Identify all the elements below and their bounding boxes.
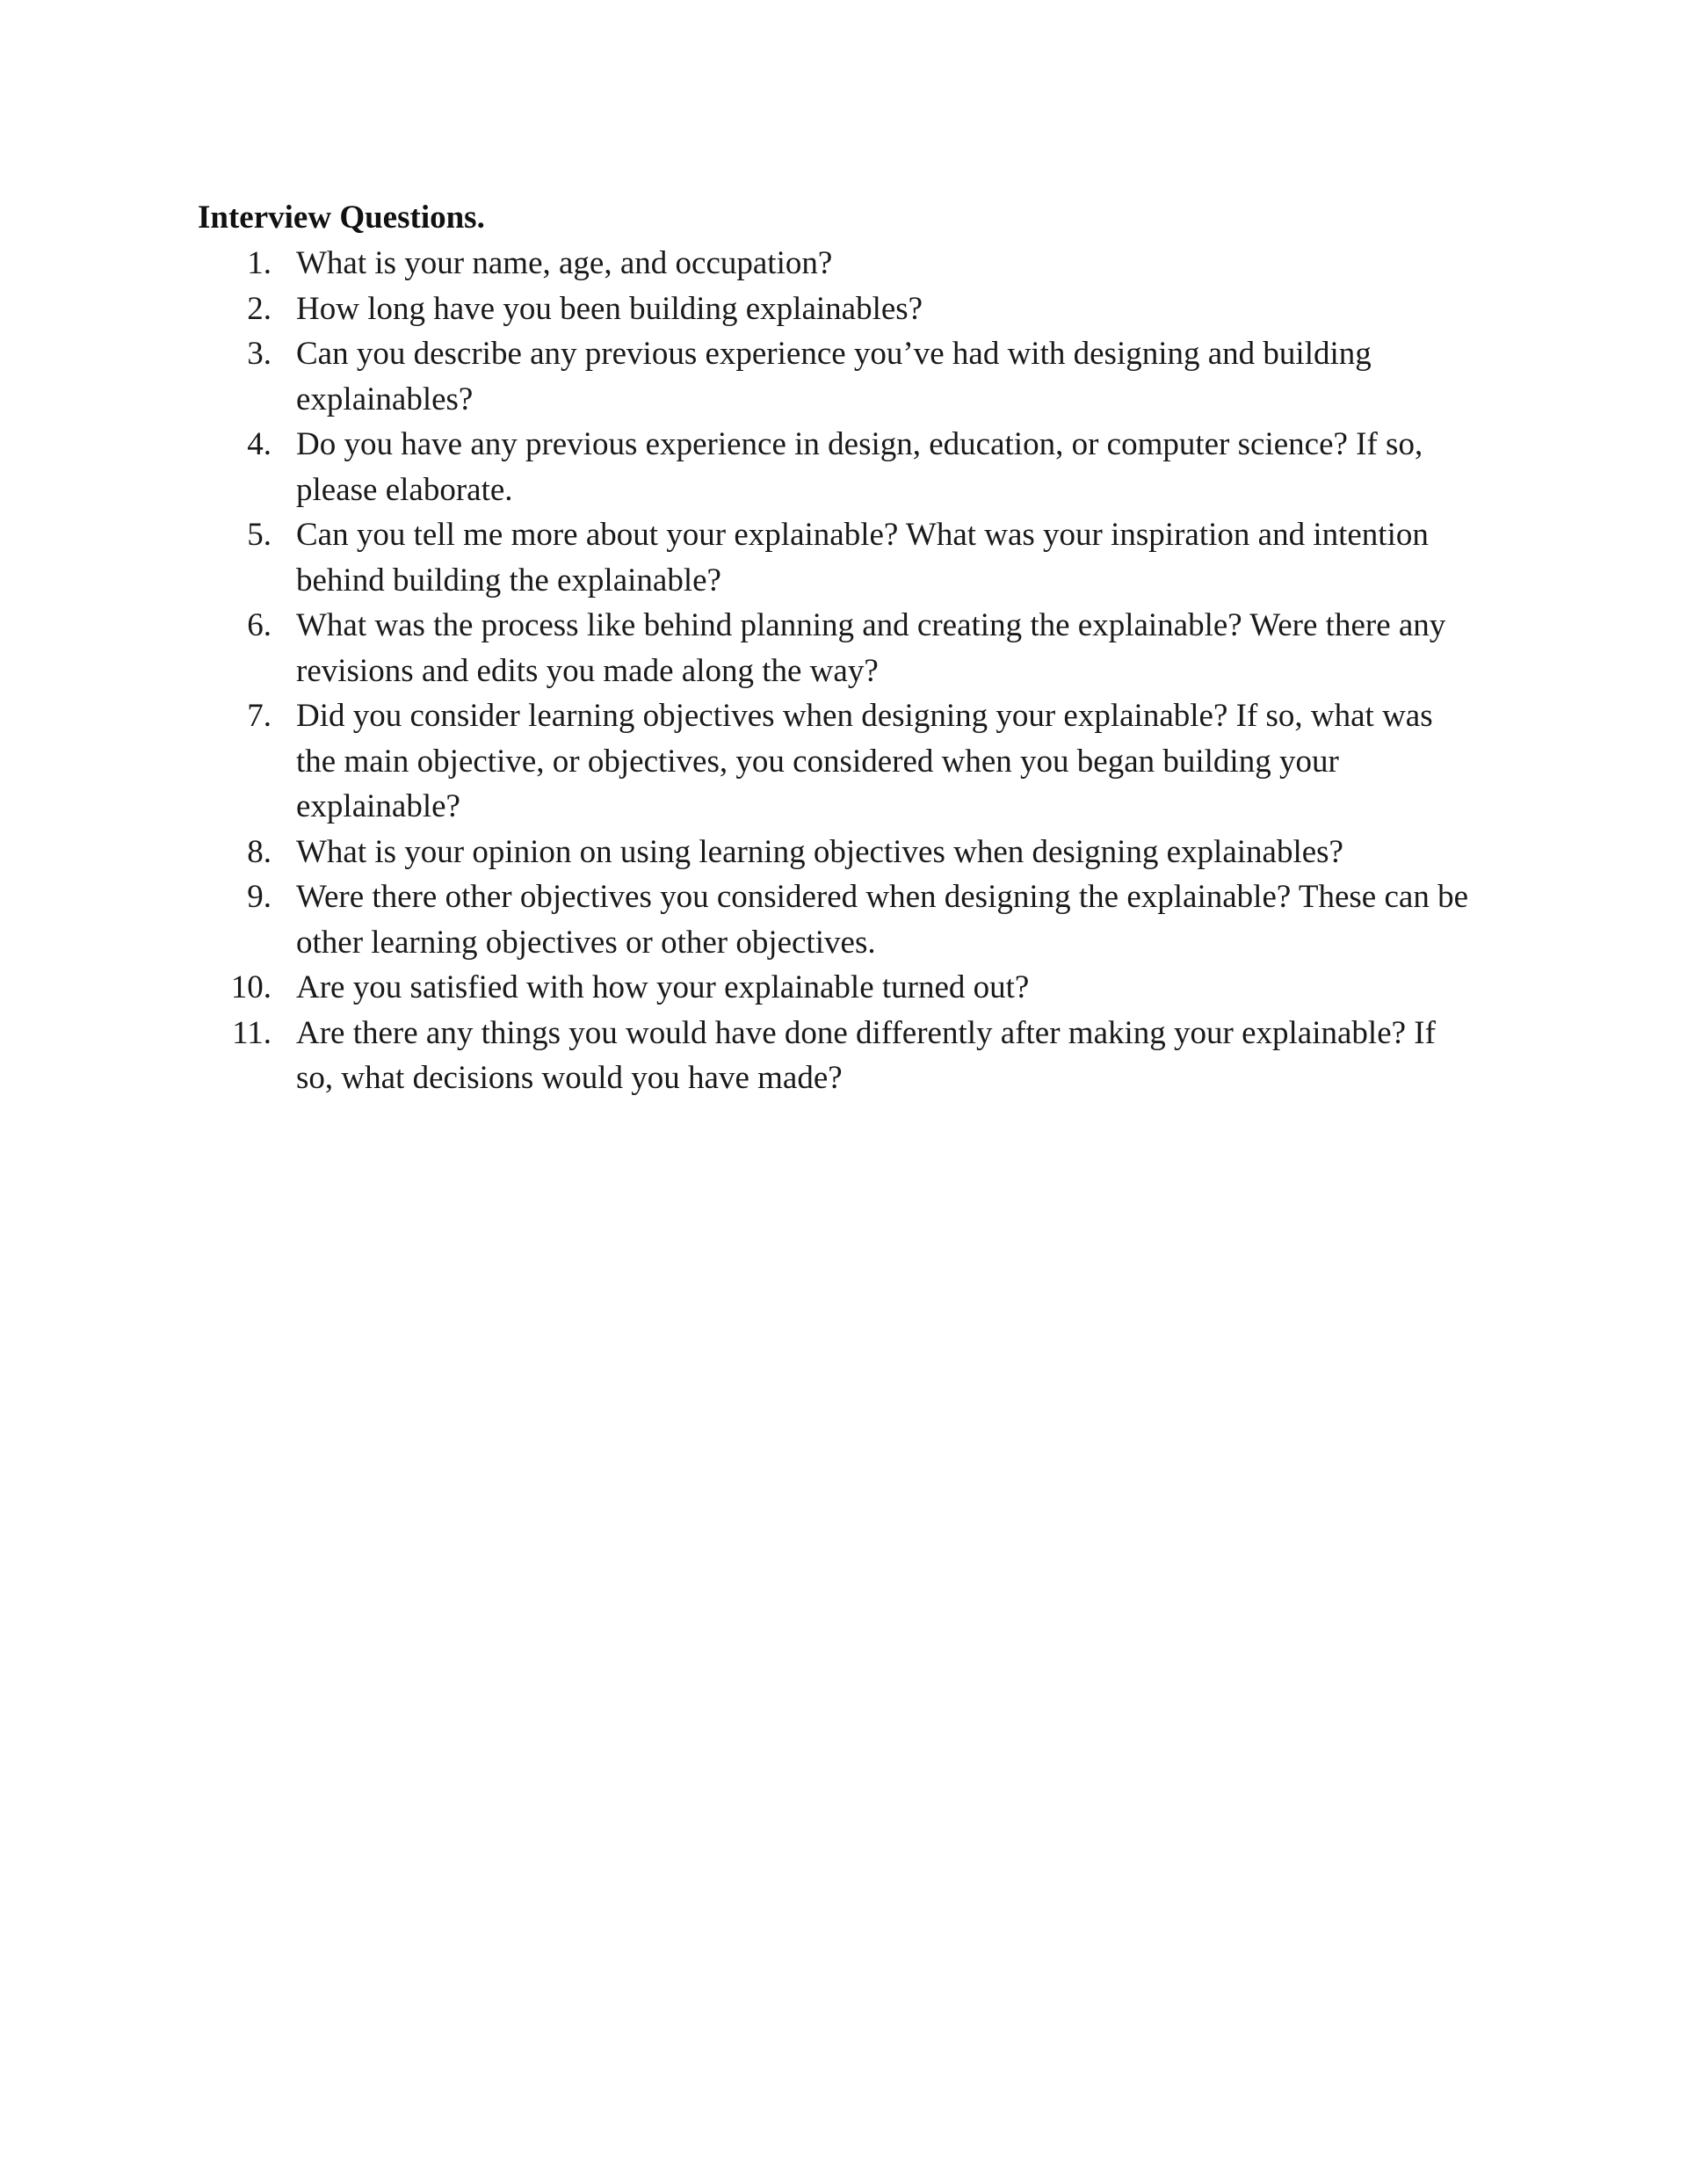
- question-text: Can you tell me more about your explainable? What was your inspiration and intention behind building the explainable?: [296, 517, 1429, 599]
- question-number: 9.: [247, 879, 272, 915]
- question-number: 10.: [230, 969, 272, 1005]
- question-text: What is your name, age, and occupation?: [296, 245, 833, 281]
- question-item-6: [198, 603, 1481, 693]
- question-text: Do you have any previous experience in design, education, or computer science? If so, please elaborate.: [296, 426, 1423, 508]
- question-text: Did you consider learning objectives when designing your explainable? If so, what was the main objective, or objectives, you considered when you began building your explainable?: [296, 698, 1433, 824]
- question-number: 6.: [247, 607, 272, 643]
- question-number: 7.: [247, 698, 272, 734]
- question-text: Are you satisfied with how your explainable turned out?: [296, 969, 1030, 1005]
- question-item-1: [198, 241, 1481, 287]
- document-heading: Interview Questions.: [198, 200, 485, 236]
- question-number: 11.: [232, 1014, 272, 1051]
- question-number: 2.: [247, 290, 272, 327]
- question-item-11: [198, 1011, 1481, 1101]
- question-number: 8.: [247, 833, 272, 870]
- document-content: [198, 195, 1481, 1101]
- question-text: What is your opinion on using learning objectives when designing explainables?: [296, 833, 1343, 870]
- question-item-3: [198, 331, 1481, 422]
- question-text: Can you describe any previous experience you’ve had with designing and building explainables?: [296, 336, 1372, 417]
- question-item-4: [198, 422, 1481, 512]
- question-item-2: [198, 287, 1481, 332]
- question-text: How long have you been building explainables?: [296, 290, 923, 327]
- question-item-9: [198, 874, 1481, 965]
- question-text: Are there any things you would have done differently after making your explainable? If so, what decisions would you have made?: [296, 1014, 1436, 1096]
- question-item-8: [198, 830, 1481, 875]
- question-list: [198, 241, 1481, 1101]
- question-item-10: [198, 965, 1481, 1011]
- question-text: Were there other objectives you considered when designing the explainable? These can be other learning objectives or other objectives.: [296, 879, 1468, 961]
- question-text: What was the process like behind planning and creating the explainable? Were there any revisions and edits you made along the way?: [296, 607, 1446, 689]
- question-number: 1.: [247, 245, 272, 281]
- question-item-5: [198, 512, 1481, 603]
- question-number: 4.: [247, 426, 272, 462]
- question-number: 3.: [247, 336, 272, 372]
- question-item-7: [198, 693, 1481, 830]
- question-number: 5.: [247, 517, 272, 553]
